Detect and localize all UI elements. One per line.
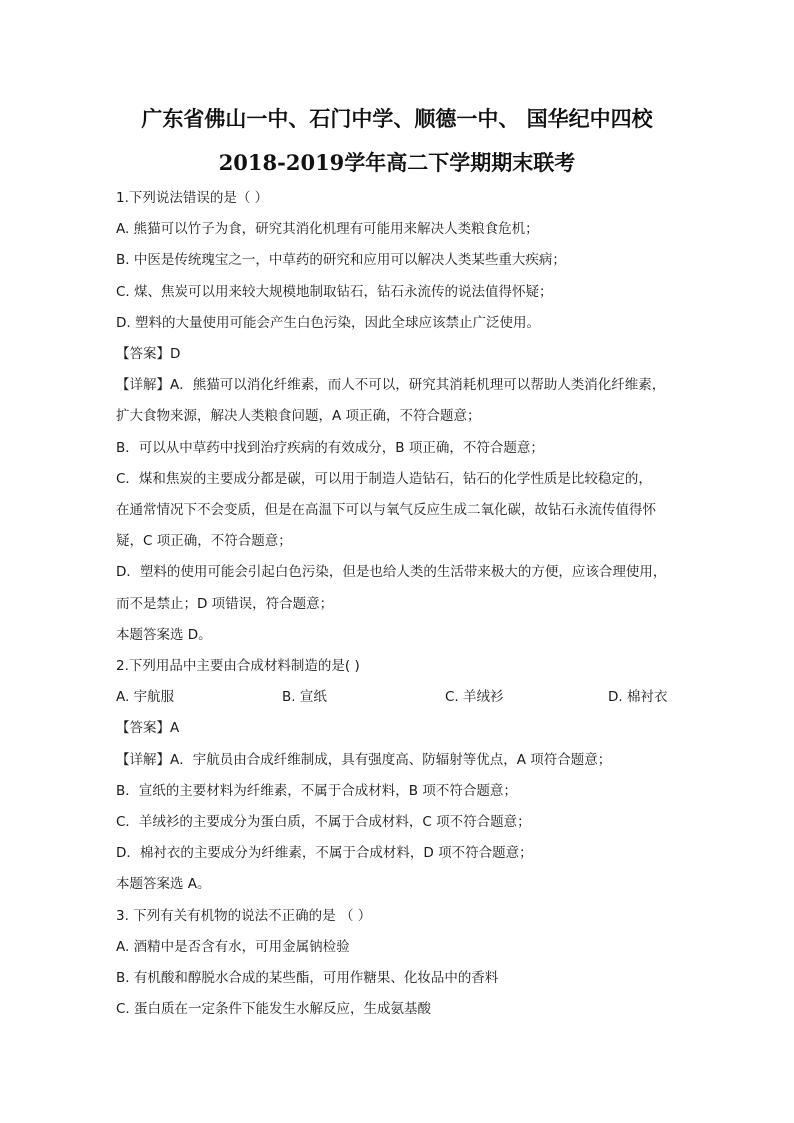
q1-stem: 1.下列说法错误的是（ ） <box>116 190 269 206</box>
q2-analysis-line: C．羊绒衫的主要成分为蛋白质，不属于合成材料，C 项不符合题意； <box>116 814 531 831</box>
q2-option-d: D. 棉衬衣 <box>608 689 668 706</box>
q1-option-d: D. 塑料的大量使用可能会产生白色污染，因此全球应该禁止广泛使用。 <box>116 314 540 331</box>
question-3 <box>116 901 678 1026</box>
q2-option-c: C. 羊绒衫 <box>445 689 504 706</box>
q1-option-a: A. 熊猫可以竹子为食，研究其消化机理有可能用来解决人类粮食危机； <box>116 221 539 238</box>
q2-stem: 2.下列用品中主要由合成材料制造的是( ) <box>116 658 360 675</box>
q3-option-c: C. 蛋白质在一定条件下能发生水解反应，生成氨基酸 <box>116 1001 432 1018</box>
q2-analysis-line: 本题答案选 A。 <box>116 876 211 893</box>
q1-analysis-line: D．塑料的使用可能会引起白色污染，但是也给人类的生活带来极大的方便，应该合理使用， <box>116 564 667 581</box>
q1-analysis-line: C．煤和焦炭的主要成分都是碳，可以用于制造人造钻石，钻石的化学性质是比较稳定的， <box>116 470 652 487</box>
doc-title-line1: 广东省佛山一中、石门中学、顺德一中、 国华纪中四校 <box>141 106 653 131</box>
q1-analysis-line: 疑，C 项正确，不符合题意； <box>116 533 292 550</box>
q2-option-a: A. 宇航服 <box>116 689 175 706</box>
q3-option-b: B. 有机酸和醇脱水合成的某些酯，可用作糖果、化妆品中的香料 <box>116 970 499 987</box>
q1-analysis-line: 在通常情况下不会变质，但是在高温下可以与氧气反应生成二氧化碳，故钻石永流传值得怀 <box>116 502 656 519</box>
question-2 <box>116 651 678 901</box>
q1-option-b: B. 中医是传统瑰宝之一，中草药的研究和应用可以解决人类某些重大疾病； <box>116 252 566 269</box>
q1-analysis-line: 本题答案选 D。 <box>116 626 212 643</box>
q2-analysis-line: B．宣纸的主要材料为纤维素，不属于合成材料，B 项不符合题意； <box>116 782 517 799</box>
q2-answer: 【答案】A <box>116 720 180 737</box>
doc-title-line2: 2018-2019学年高二下学期期末联考 <box>218 150 576 175</box>
q2-analysis-line: D．棉衬衣的主要成分为纤维素，不属于合成材料，D 项不符合题意； <box>116 845 533 862</box>
q1-analysis-line: 【详解】A．熊猫可以消化纤维素，而人不可以，研究其消耗机理可以帮助人类消化纤维素， <box>116 377 666 394</box>
q2-option-b: B. 宣纸 <box>282 689 327 706</box>
q1-analysis-line: B．可以从中草药中找到治疗疾病的有效成分，B 项正确，不符合题意； <box>116 439 544 456</box>
q1-option-c: C. 煤、焦炭可以用来较大规模地制取钻石，钻石永流传的说法值得怀疑； <box>116 283 553 300</box>
q2-analysis-line: 【详解】A．宇航员由合成纤维制成，具有强度高、防辐射等优点，A 项符合题意； <box>116 751 612 768</box>
q2-options-row <box>116 682 678 713</box>
q3-stem: 3. 下列有关有机物的说法不正确的是 （ ） <box>116 907 372 924</box>
q1-answer: 【答案】D <box>116 346 181 363</box>
q1-analysis-line: 而不是禁止；D 项错误，符合题意； <box>116 595 334 612</box>
q1-analysis-line: 扩大食物来源，解决人类粮食问题，A 项正确，不符合题意； <box>116 408 481 425</box>
q3-option-a: A. 酒精中是否含有水，可用金属钠检验 <box>116 938 350 955</box>
question-1 <box>116 183 678 651</box>
